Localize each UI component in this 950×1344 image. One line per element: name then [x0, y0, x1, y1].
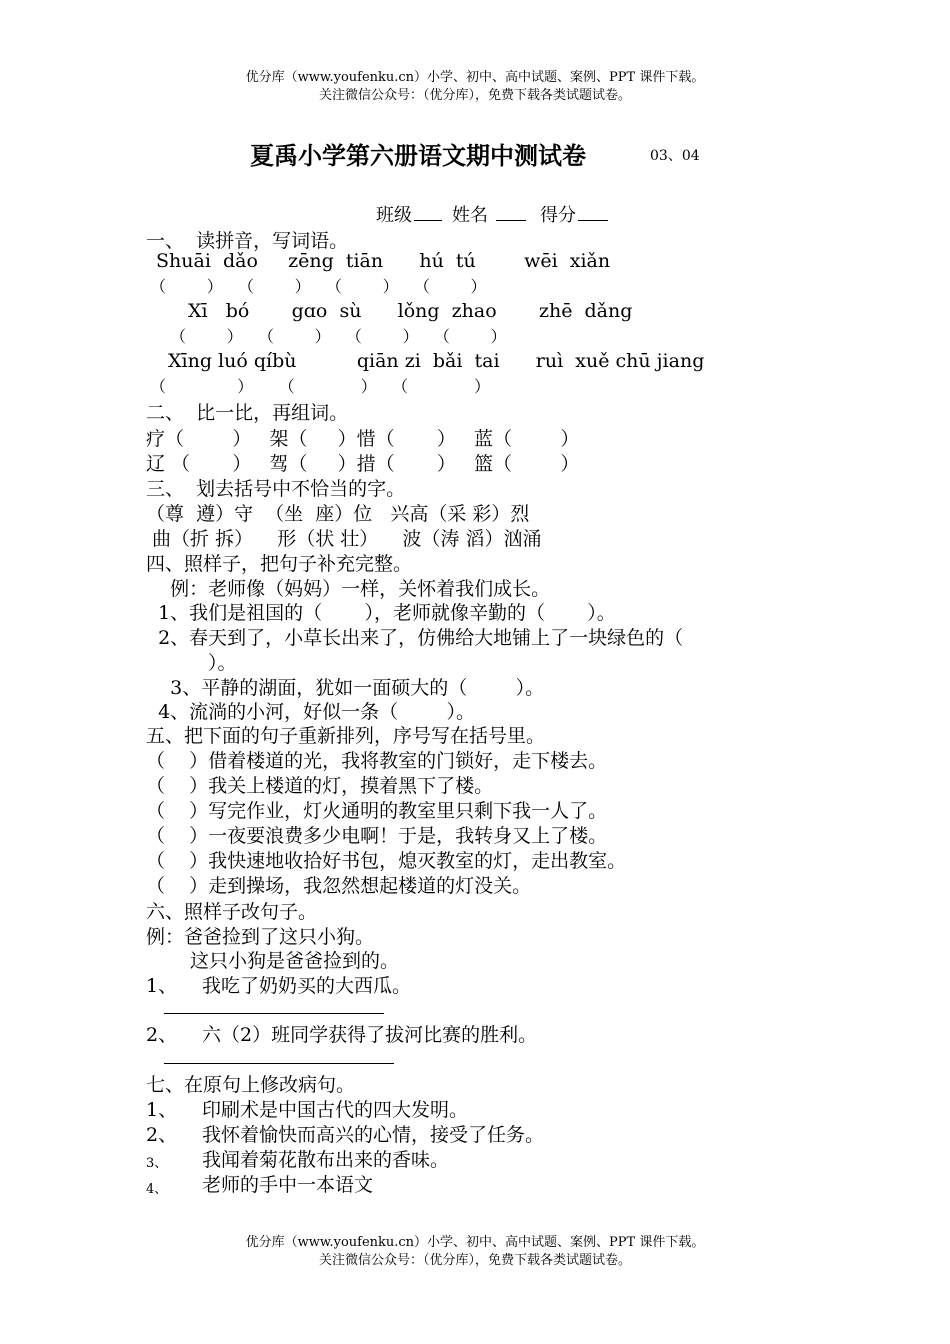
pinyin-row-2: Xī bó gɑo sù lǒng zhao zhē dǎng [188, 300, 633, 322]
section-6-example-2: 这只小狗是爸爸捡到的。 [190, 950, 400, 972]
compare-row-2: 辽 （ ） 驾（ ）措（ ） 篮（ ） [146, 453, 580, 475]
section-6-q1: 我吃了奶奶买的大西瓜。 [202, 975, 412, 997]
section-6-q1-number: 1、 [146, 975, 178, 997]
page-title: 夏禹小学第六册语文期中测试卷 [250, 141, 586, 170]
order-item: （ ）一夜要浪费多少电啊！于是，我转身又上了楼。 [146, 825, 608, 847]
section-3-heading: 三、 划去括号中不恰当的字。 [146, 478, 406, 500]
pinyin-row-1: Shuāi dǎo zēng tiān hú tú wēi xiǎn [156, 250, 611, 272]
score-label: 得分 [540, 205, 576, 226]
class-blank[interactable] [414, 220, 442, 221]
score-blank[interactable] [578, 220, 608, 221]
section-7-number: 1、 [146, 1099, 178, 1121]
blank-row-3: （ ） （ ） （ ） [150, 377, 491, 396]
class-label: 班级 [376, 205, 412, 226]
section-7-heading: 七、在原句上修改病句。 [146, 1074, 356, 1096]
order-item: （ ）借着楼道的光，我将教室的门锁好，走下楼去。 [146, 750, 608, 772]
section-4-example: 例：老师像（妈妈）一样，关怀着我们成长。 [146, 578, 551, 600]
section-6-q2: 六（2）班同学获得了拔河比赛的胜利。 [202, 1024, 538, 1046]
order-item: （ ）我快速地收拾好书包，熄灭教室的灯，走出教室。 [146, 850, 627, 872]
section-7-item: 印刷术是中国古代的四大发明。 [202, 1099, 469, 1121]
header-line-2: 关注微信公众号：（优分库），免费下载各类试题试卷。 [318, 88, 631, 103]
choose-row-1: （尊 遵）守 （坐 座）位 兴高（采 彩）烈 [146, 503, 530, 525]
section-4-q2-end: ）。 [208, 652, 237, 674]
section-7-item: 我闻着菊花散布出来的香味。 [202, 1149, 450, 1171]
section-4-q4: 4、流淌的小河，好似一条（ ）。 [146, 701, 475, 723]
footer-line-1: 优分库（www.youfenku.cn）小学、初中、高中试题、案例、PPT 课件下载。 [245, 1235, 705, 1250]
choose-row-2: 曲（折 拆） 形（状 壮） 波（涛 滔）汹涌 [146, 528, 542, 550]
header-line-1: 优分库（www.youfenku.cn）小学、初中、高中试题、案例、PPT 课件下载。 [245, 70, 705, 85]
blank-row-1: （ ） （ ） （ ） （ ） [150, 277, 487, 296]
compare-row-1: 疗（ ） 架（ ）惜（ ） 蓝（ ） [146, 428, 580, 450]
section-6-example-1: 例：爸爸捡到了这只小狗。 [146, 926, 375, 948]
section-2-heading: 二、 比一比，再组词。 [146, 402, 349, 424]
section-6-heading: 六、照样子改句子。 [146, 901, 318, 923]
name-label: 姓名 [452, 205, 488, 226]
answer-line[interactable] [164, 1063, 394, 1064]
section-4-heading: 四、照样子，把句子补充完整。 [146, 553, 413, 575]
section-7-number: 4、 [146, 1182, 168, 1197]
section-7-number: 2、 [146, 1124, 178, 1146]
section-7-item: 我怀着愉快而高兴的心情，接受了任务。 [202, 1124, 545, 1146]
section-1-heading: 一、 读拼音，写词语。 [146, 230, 349, 252]
footer-line-2: 关注微信公众号：（优分库），免费下载各类试题试卷。 [318, 1253, 631, 1268]
test-date: 03、04 [650, 148, 700, 164]
section-5-heading: 五、把下面的句子重新排列，序号写在括号里。 [146, 725, 546, 747]
section-4-q3: 3、平静的湖面，犹如一面硕大的（ ）。 [146, 677, 545, 699]
name-blank[interactable] [496, 220, 526, 221]
blank-row-2: （ ） （ ） （ ） （ ） [170, 327, 507, 346]
answer-line[interactable] [164, 1013, 384, 1014]
order-item: （ ）我关上楼道的灯，摸着黑下了楼。 [146, 775, 494, 797]
section-4-q1: 1、我们是祖国的（ ），老师就像辛勤的（ ）。 [146, 602, 616, 624]
section-7-number: 3、 [146, 1156, 168, 1171]
section-6-q2-number: 2、 [146, 1024, 178, 1046]
pinyin-row-3: Xīng luó qíbù qiān zi bǎi tai ruì xuě chū jiang [168, 350, 705, 372]
section-4-q2: 2、春天到了，小草长出来了，仿佛给大地铺上了一块绿色的（ [146, 627, 684, 649]
order-item: （ ）写完作业，灯火通明的教室里只剩下我一人了。 [146, 800, 608, 822]
order-item: （ ）走到操场，我忽然想起楼道的灯没关。 [146, 875, 532, 897]
section-7-item: 老师的手中一本语文 [202, 1174, 374, 1196]
